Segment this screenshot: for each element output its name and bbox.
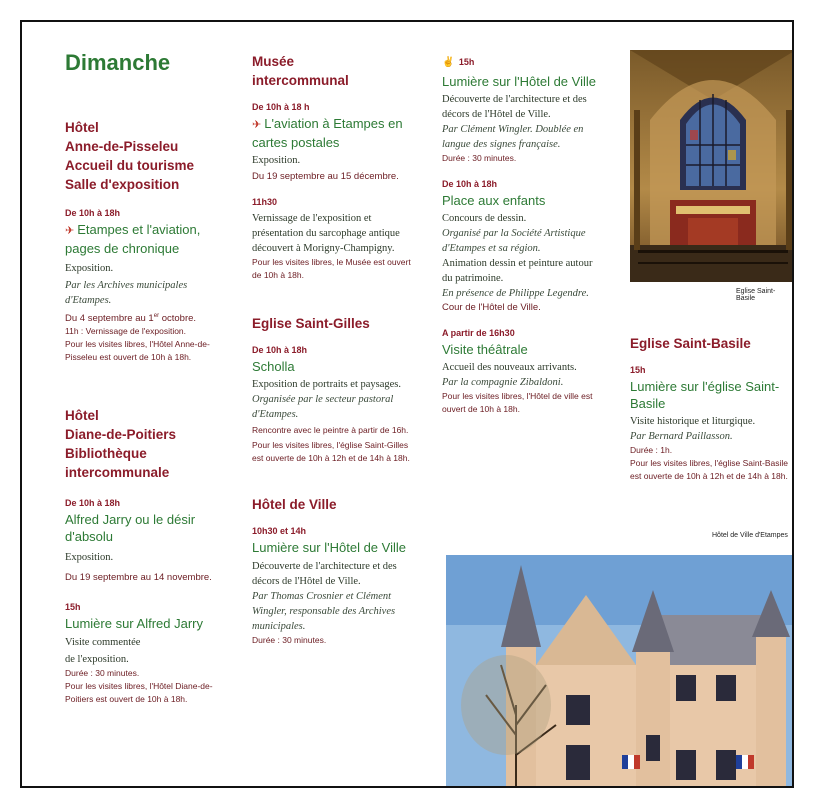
event-desc: Visite historique et liturgique. bbox=[630, 416, 756, 427]
event-time: 15h bbox=[65, 602, 81, 613]
photo-caption-townhall: Hôtel de Ville d'Etampes bbox=[712, 532, 788, 539]
event-time: De 10h à 18h bbox=[65, 208, 121, 218]
church-interior-photo bbox=[630, 50, 794, 282]
event-title: Lumière sur Alfred Jarry bbox=[65, 616, 203, 632]
event-title: Place aux enfants bbox=[442, 193, 546, 208]
event-time: A partir de 16h30 bbox=[442, 328, 515, 338]
event-time: De 10h à 18h bbox=[442, 179, 498, 189]
event-note: Pour les visites libres, l'église Saint-Basile est ouverte de 10h à 12h et de 14h à 18h. bbox=[630, 458, 788, 481]
townhall-illustration bbox=[446, 555, 794, 788]
event-title: Lumière sur l'Hôtel de Ville bbox=[442, 74, 596, 89]
event-vernissage: 11h : Vernissage de l'exposition. bbox=[65, 326, 187, 337]
event-time-row: ✌ 15h bbox=[442, 57, 475, 68]
event-desc: Vernissage de l'exposition et présentation du sarcophage antique découvert à Morigny-Champigny. bbox=[252, 213, 400, 254]
event-desc: Exposition. bbox=[65, 552, 114, 564]
program-page bbox=[20, 20, 794, 788]
event-note: Pour les visites libres, l'église Saint-Gilles est ouverte de 10h à 12h et de 14h à 18h. bbox=[252, 440, 410, 463]
event-desc: de l'exposition. bbox=[65, 654, 129, 666]
event-date: Du 19 septembre au 14 novembre. bbox=[65, 572, 212, 584]
event-title: Visite théâtrale bbox=[442, 342, 528, 357]
column-1 bbox=[65, 118, 225, 706]
event-title: Scholla bbox=[252, 359, 295, 374]
column-4 bbox=[630, 334, 790, 483]
venue-musee-intercommunal: Musée intercommunal bbox=[252, 54, 349, 88]
event-desc: Découverte de l'architecture et des décors de l'Hôtel de Ville. bbox=[252, 561, 397, 587]
photo-caption-church: Eglise Saint-Basile bbox=[736, 288, 776, 302]
townhall-photo bbox=[446, 555, 794, 788]
airplane-icon: ✈ bbox=[65, 225, 75, 237]
event-meet: Rencontre avec le peintre à partir de 16h. bbox=[252, 425, 409, 435]
event-credit: Par les Archives municipales d'Etampes. bbox=[65, 280, 188, 306]
event-duration: Durée : 30 minutes. bbox=[442, 153, 517, 163]
event-credit: Par Thomas Crosnier et Clément Wingler, responsable des Archives municipales. bbox=[252, 591, 396, 632]
event-time: De 10h à 18h bbox=[252, 345, 308, 355]
event-credit: Organisée par le secteur pastoral d'Etampes. bbox=[252, 394, 394, 420]
event-title: ✈ L'aviation à Etampes en cartes postales bbox=[252, 116, 403, 150]
event-time: 15h bbox=[630, 365, 646, 375]
event-credit: En présence de Philippe Legendre. bbox=[442, 288, 589, 299]
event-title: Lumière sur l'église Saint-Basile bbox=[630, 379, 780, 411]
venue-hotel-de-ville: Hôtel de Ville bbox=[252, 497, 337, 512]
event-time: De 10h à 18 h bbox=[252, 102, 310, 112]
event-desc: Exposition. bbox=[65, 263, 114, 274]
event-credit: Par Bernard Paillasson. bbox=[630, 431, 733, 442]
venue-eglise-saint-gilles: Eglise Saint-Gilles bbox=[252, 316, 370, 331]
event-duration: Durée : 30 minutes. bbox=[252, 635, 327, 645]
venue-hotel-anne-de-pisseleu: Hôtel Anne-de-Pisseleu Accueil du tourisme Salle d'exposition bbox=[65, 120, 195, 192]
venue-eglise-saint-basile: Eglise Saint-Basile bbox=[630, 336, 751, 351]
event-desc: Exposition. bbox=[252, 155, 301, 166]
event-note: Pour les visites libres, l'Hôtel Anne-de-Pisseleu est ouvert de 10h à 18h. bbox=[65, 339, 210, 363]
event-date: Du 19 septembre au 15 décembre. bbox=[252, 171, 399, 182]
event-desc: Découverte de l'architecture et des décors de l'Hôtel de Ville. bbox=[442, 94, 587, 120]
venue-hotel-diane-de-poitiers: Hôtel Diane-de-Poitiers Bibliothèque intercommunale bbox=[65, 408, 177, 481]
event-title: Lumière sur l'Hôtel de Ville bbox=[252, 540, 406, 555]
church-interior-illustration bbox=[630, 50, 794, 282]
event-time: 11h30 bbox=[252, 197, 278, 207]
column-2 bbox=[252, 52, 412, 647]
event-note: Pour les visites libres, l'Hôtel de ville est ouvert de 10h à 18h. bbox=[442, 391, 593, 414]
event-note: Pour les visites libres, le Musée est ouvert de 10h à 18h. bbox=[252, 257, 411, 280]
event-credit: Organisé par la Société Artistique d'Etampes et sa région. bbox=[442, 228, 586, 254]
event-place: Cour de l'Hôtel de Ville. bbox=[442, 302, 541, 313]
event-desc: Visite commentée bbox=[65, 637, 141, 649]
event-duration: Durée : 1h. bbox=[630, 445, 673, 455]
event-note: Pour les visites libres, l'Hôtel Diane-de-Poitiers est ouvert de 10h à 18h. bbox=[65, 681, 213, 705]
event-credit: Par la compagnie Zibaldoni. bbox=[442, 377, 564, 388]
column-3 bbox=[442, 52, 604, 416]
event-title: Alfred Jarry ou le désir d'absolu bbox=[65, 512, 196, 545]
event-desc: Concours de dessin. bbox=[442, 213, 527, 224]
day-heading: Dimanche bbox=[65, 50, 171, 75]
event-credit: Par Clément Wingler. Doublée en langue des signes française. bbox=[442, 124, 584, 150]
event-title: ✈ Etampes et l'aviation, pages de chronique bbox=[65, 222, 201, 256]
event-desc: Animation dessin et peinture autour du patrimoine. bbox=[442, 258, 593, 284]
event-time: De 10h à 18h bbox=[65, 498, 121, 509]
event-desc: Accueil des nouveaux arrivants. bbox=[442, 362, 577, 373]
airplane-icon: ✈ bbox=[252, 119, 262, 131]
event-duration: Durée : 30 minutes. bbox=[65, 668, 140, 679]
event-time: 10h30 et 14h bbox=[252, 526, 307, 536]
sign-language-icon: ✌ bbox=[442, 57, 455, 68]
event-desc: Exposition de portraits et paysages. bbox=[252, 379, 402, 390]
event-date: Du 4 septembre au 1er octobre. bbox=[65, 313, 197, 325]
